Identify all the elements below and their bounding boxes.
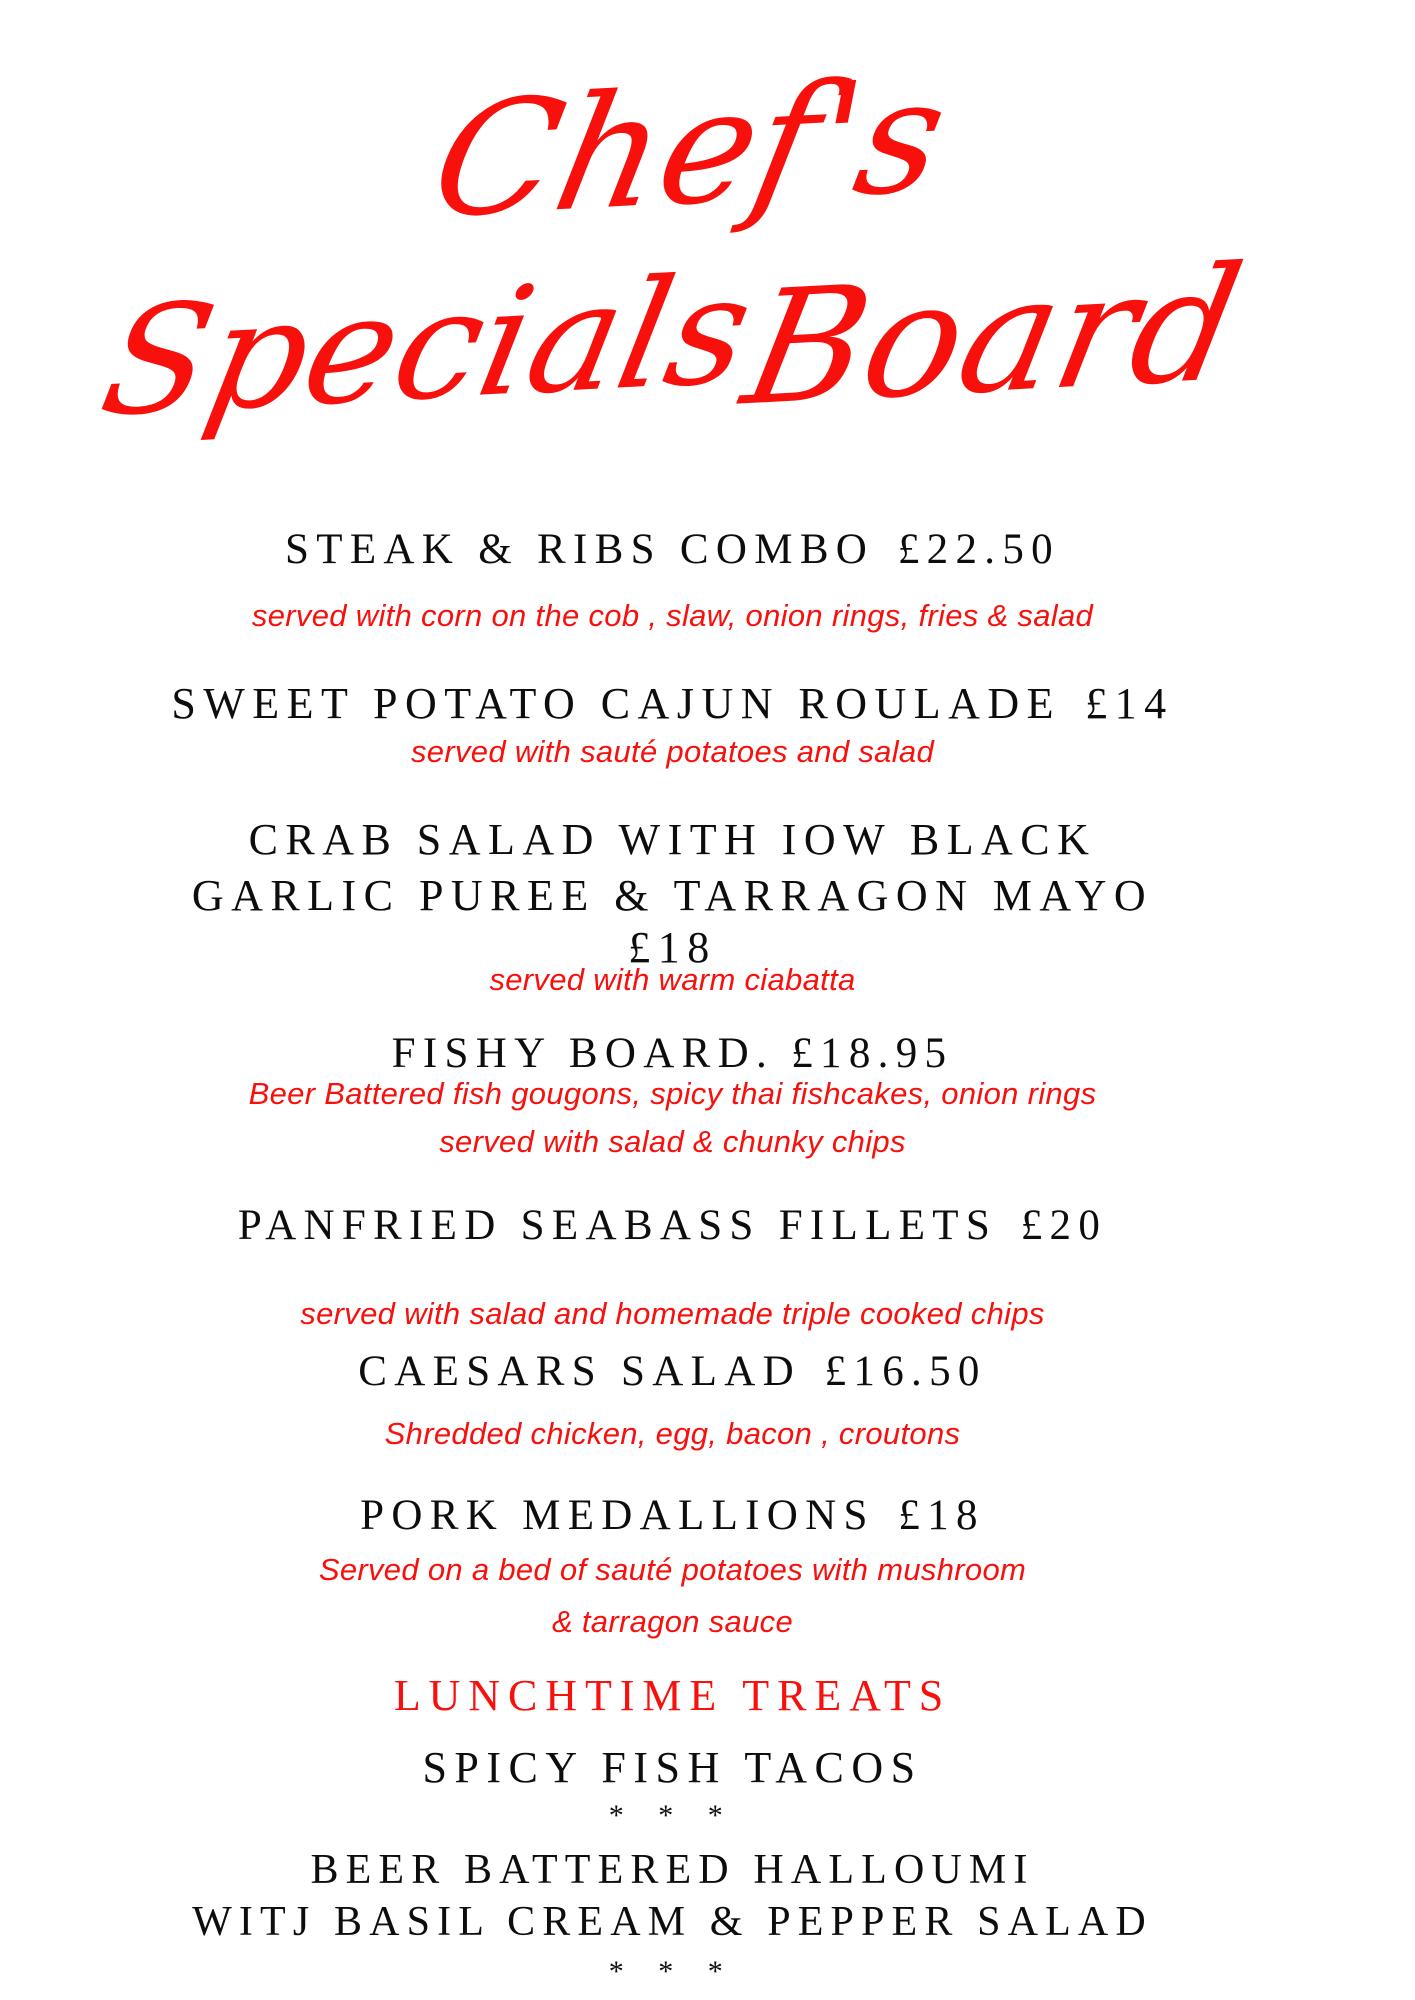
lunchtime-heading: LUNCHTIME TREATS xyxy=(393,1671,952,1720)
item-price: £22.50 xyxy=(897,526,1060,573)
menu-item-description: served with salad & chunky chips xyxy=(439,1124,906,1159)
menu-item-name xyxy=(0,676,1345,732)
item-price: £16.50 xyxy=(824,1348,987,1395)
item-name-text: FISHY BOARD. xyxy=(391,1030,775,1077)
menu-item-steak-ribs-combo xyxy=(0,522,1345,636)
menu-item-name xyxy=(0,1488,1345,1544)
menu-item-name xyxy=(0,1198,1345,1254)
item-name-text: SWEET POTATO CAJUN ROULADE xyxy=(171,679,1062,728)
menu-item-description: served with salad and homemade triple cooked chips xyxy=(300,1296,1045,1331)
title-word-chefs: Chef's xyxy=(418,44,961,254)
asterisk-separator: * * * xyxy=(608,1955,737,1988)
item-price: £18 xyxy=(898,1492,985,1539)
item-price: £20 xyxy=(1020,1202,1108,1249)
menu-item-description: served with warm ciabatta xyxy=(489,962,856,997)
menu-item-description: Shredded chicken, egg, bacon , croutons xyxy=(384,1416,961,1451)
menu-item-name xyxy=(0,522,1345,578)
item-name-line2: GARLIC PUREE & TARRAGON MAYO xyxy=(191,871,1154,920)
menu-item-caesars-salad xyxy=(0,1344,1345,1454)
item-name-line1: CRAB SALAD WITH IOW BLACK xyxy=(248,815,1097,864)
menu-item-description: Beer Battered fish gougons, spicy thai fishcakes, onion rings xyxy=(248,1076,1097,1111)
lunchtime-treats-section xyxy=(0,1670,1345,1990)
title-word-specials: Specials xyxy=(89,243,765,451)
menu-item-crab-salad xyxy=(0,812,1345,1000)
asterisk-separator: * * * xyxy=(608,1799,737,1832)
item-name-text: CAESARS SALAD xyxy=(358,1348,801,1395)
item-name-text: PANFRIED SEABASS FILLETS xyxy=(237,1202,998,1249)
title-script-block xyxy=(0,0,1415,470)
title-word-board: Board xyxy=(731,232,1256,442)
menu-item-pork-medallions xyxy=(0,1488,1345,1642)
menu-item-description: Served on a bed of sauté potatoes with mushroom xyxy=(318,1552,1027,1587)
entry-line2: WITJ BASIL CREAM & PEPPER SALAD xyxy=(192,1899,1153,1945)
menu-item-sweet-potato-roulade xyxy=(0,676,1345,772)
menu-item-description: served with corn on the cob , slaw, onion rings, fries & salad xyxy=(251,598,1094,633)
menu-item-description: served with sauté potatoes and salad xyxy=(411,734,934,769)
menu-item-name xyxy=(0,812,1345,972)
menu-item-fishy-board xyxy=(0,1026,1345,1162)
item-price: £18 xyxy=(628,923,717,972)
lunchtime-entry-spicy-fish-tacos: SPICY FISH TACOS xyxy=(422,1743,923,1792)
entry-line1: BEER BATTERED HALLOUMI xyxy=(310,1847,1035,1893)
item-price: £14 xyxy=(1085,679,1174,728)
item-name-text: STEAK & RIBS COMBO xyxy=(285,526,875,573)
menu-item-seabass-fillets xyxy=(0,1198,1345,1334)
menu-content xyxy=(0,470,1345,1990)
item-name-text: PORK MEDALLIONS xyxy=(360,1492,875,1539)
menu-item-description: & tarragon sauce xyxy=(551,1604,794,1639)
lunchtime-entry-halloumi xyxy=(0,1844,1345,1948)
menu-item-name xyxy=(0,1344,1345,1400)
item-price: £18.95 xyxy=(791,1030,954,1077)
